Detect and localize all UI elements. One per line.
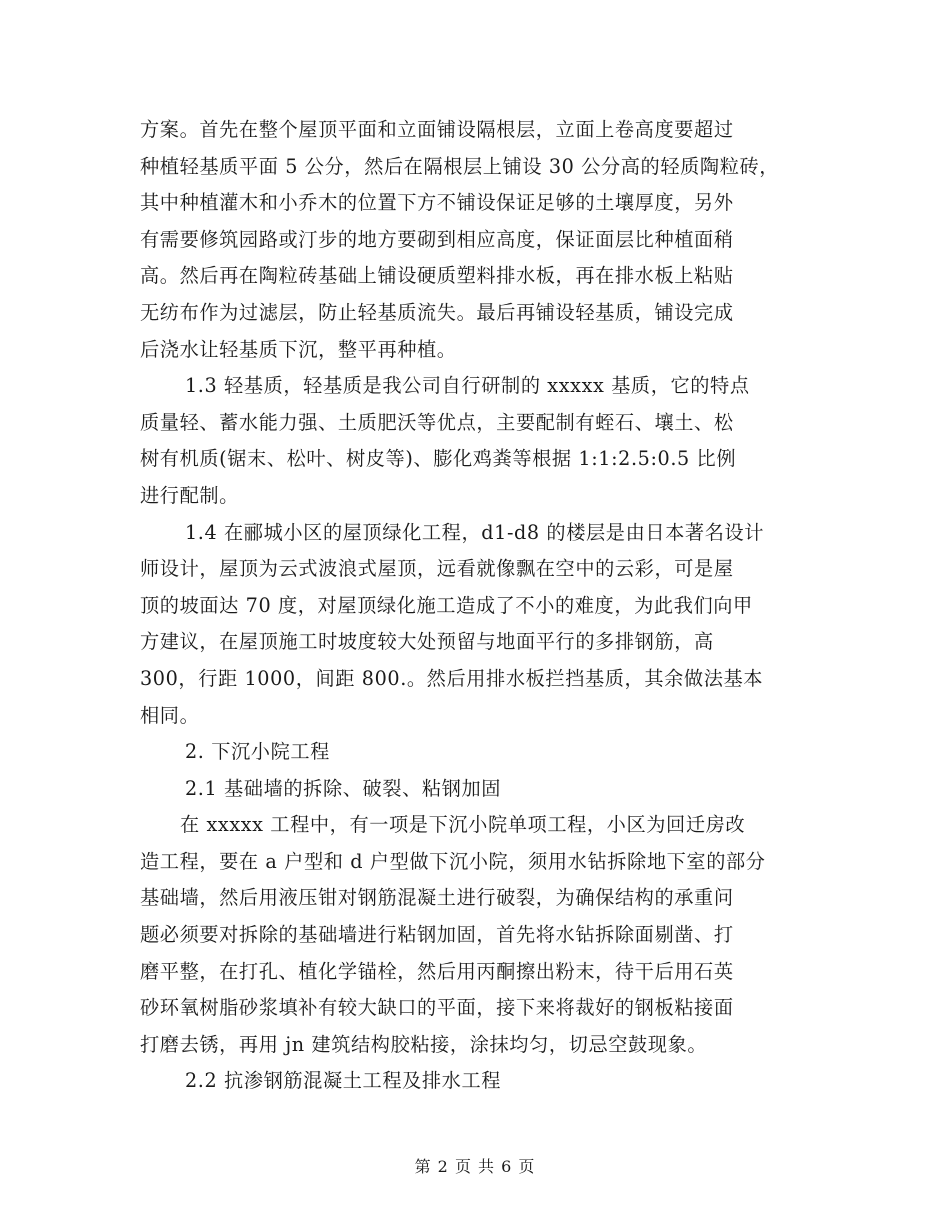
text-line: 300，行距 1000，间距 800.。然后用排水板拦挡基质，其余做法基本: [140, 666, 764, 690]
text-line: 后浇水让轻基质下沉，整平再种植。: [140, 337, 457, 361]
page-number-footer: 第 2 页 共 6 页: [414, 1157, 536, 1176]
text-line: 打磨去锈，再用 jn 建筑结构胶粘接，涂抹均匀，切忌空鼓现象。: [140, 1032, 708, 1056]
text-line: 师设计，屋顶为云式波浪式屋顶，远看就像飘在空中的云彩，可是屋: [140, 557, 734, 581]
text-line: 顶的坡面达 70 度，对屋顶绿化施工造成了不小的难度，为此我们向甲: [140, 593, 753, 617]
text-line: 造工程，要在 a 户型和 d 户型做下沉小院，须用水钻拆除地下室的部分: [140, 849, 766, 873]
text-line: 种植轻基质平面 5 公分，然后在隔根层上铺设 30 公分高的轻质陶粒砖，: [140, 154, 780, 178]
text-line: 方建议，在屋顶施工时坡度较大处预留与地面平行的多排钢筋，高: [140, 630, 714, 654]
text-line: 其中种植灌木和小乔木的位置下方不铺设保证足够的土壤厚度，另外: [140, 191, 734, 215]
text-line: 方案。首先在整个屋顶平面和立面铺设隔根层，立面上卷高度要超过: [140, 118, 734, 141]
text-line: 进行配制。: [140, 483, 239, 507]
section-2-2-heading: 2.2 抗渗钢筋混凝土工程及排水工程: [185, 1069, 502, 1093]
text-line: 基础墙，然后用液压钳对钢筋混凝土进行破裂，为确保结构的承重问: [140, 886, 734, 910]
text-line: 有需要修筑园路或汀步的地方要砌到相应高度，保证面层比种植面稍: [140, 227, 734, 251]
text-line: 无纺布作为过滤层，防止轻基质流失。最后再铺设轻基质，铺设完成: [140, 300, 734, 324]
text-line: 磨平整，在打孔、植化学锚栓，然后用丙酮擦出粉末，待干后用石英: [140, 959, 734, 983]
text-line: 质量轻、蓄水能力强、土质肥沃等优点，主要配制有蛭石、壤土、松: [140, 410, 734, 434]
paragraph-first-line: 在 xxxxx 工程中，有一项是下沉小院单项工程，小区为回迁房改: [180, 813, 746, 837]
text-line: 砂环氧树脂砂浆填补有较大缺口的平面，接下来将裁好的钢板粘接面: [140, 996, 734, 1020]
section-1-3-heading-line: 1.3 轻基质，轻基质是我公司自行研制的 xxxxx 基质，它的特点: [185, 374, 750, 398]
text-line: 树有机质(锯末、松叶、树皮等)、膨化鸡粪等根据 1:1:2.5:0.5 比例: [140, 447, 737, 471]
section-2-heading: 2. 下沉小院工程: [185, 740, 330, 764]
text-line: 题必须要对拆除的基础墙进行粘钢加固，首先将水钻拆除面剔凿、打: [140, 923, 734, 947]
section-1-4-heading-line: 1.4 在郦城小区的屋顶绿化工程，d1-d8 的楼层是由日本著名设计: [185, 520, 765, 544]
text-line: 高。然后再在陶粒砖基础上铺设硬质塑料排水板，再在排水板上粘贴: [140, 264, 734, 288]
section-2-1-heading: 2.1 基础墙的拆除、破裂、粘钢加固: [185, 776, 502, 800]
text-line: 相同。: [140, 703, 200, 727]
document-body: [140, 112, 812, 1100]
